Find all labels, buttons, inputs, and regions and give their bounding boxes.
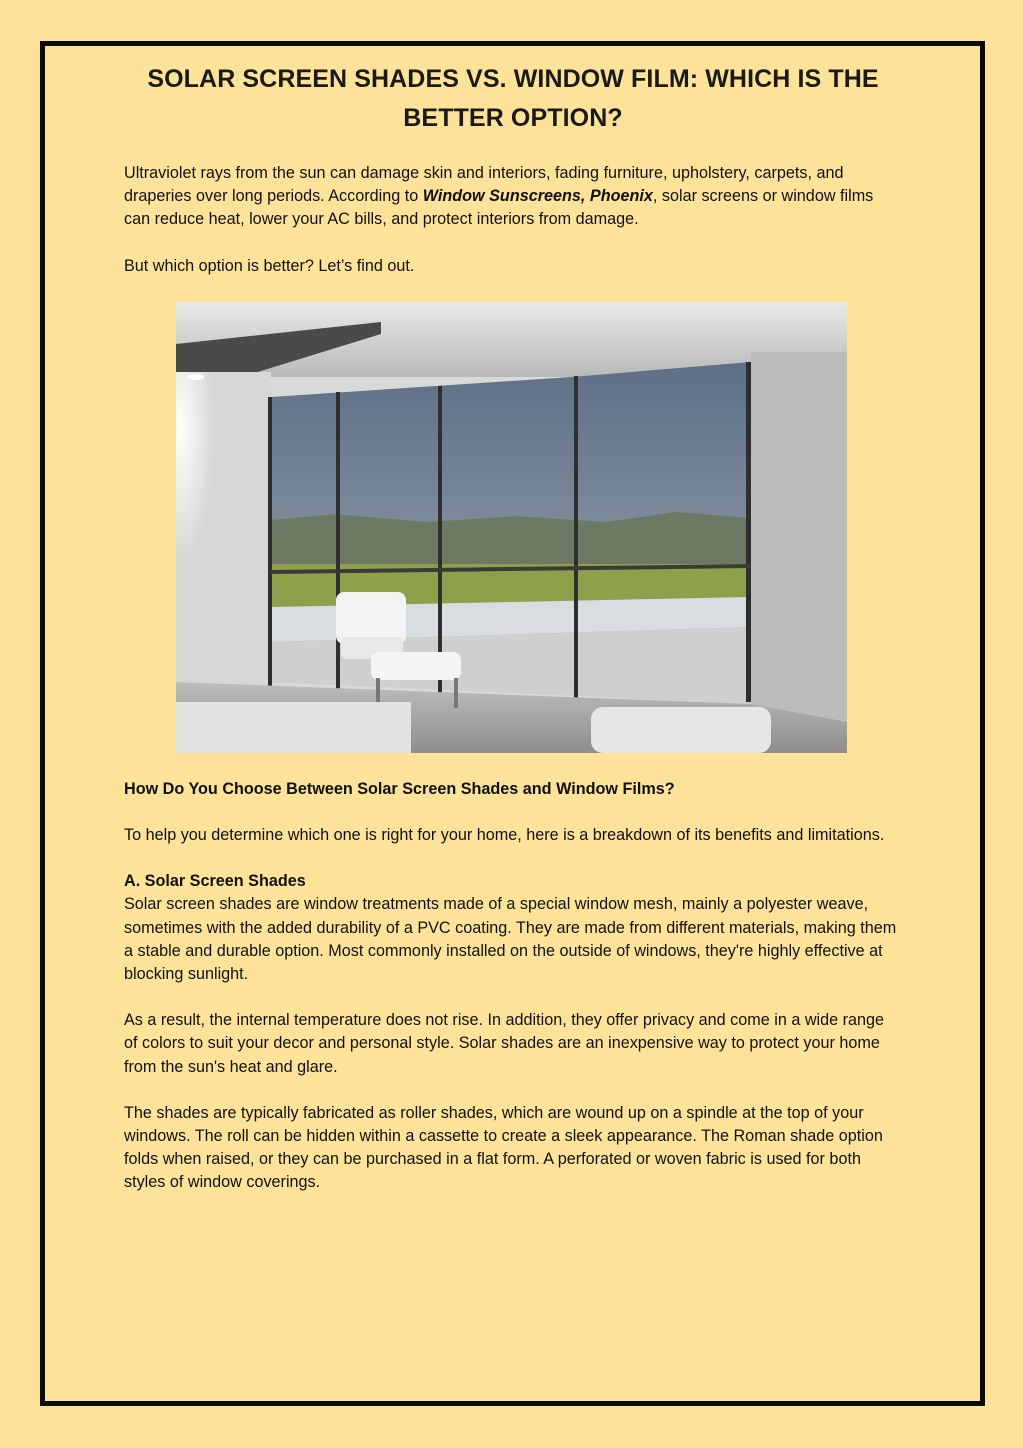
room-with-solar-shades-photo bbox=[176, 302, 847, 753]
body-paragraph-2: As a result, the internal temperature does not rise. In addition, they offer privacy and come in a wide range of colors to suit your decor and personal style. Solar shades are an inexpensive way to protect your home from the sun's heat and glare. bbox=[124, 1011, 885, 1076]
section-intro-paragraph: To help you determine which one is right for your home, here is a breakdown of its benefits and limitations. bbox=[124, 826, 885, 845]
intro-text-end: , solar screens or window films can reduce heat, lower your AC bills, and protect interiors from damage. bbox=[124, 187, 874, 229]
article-body bbox=[124, 60, 902, 1195]
question-paragraph: But which option is better? Let’s find out. bbox=[124, 256, 415, 275]
subsection-heading: A. Solar Screen Shades bbox=[124, 872, 306, 891]
body-paragraph-3: The shades are typically fabricated as roller shades, which are wound up on a spindle at the top of your windows. The roll can be hidden within a cassette to create a sleek appearance. The Roman shade option folds when raised, or they can be purchased in a flat form. A perforated or woven fabric is used for both styles of window coverings. bbox=[124, 1103, 883, 1192]
intro-paragraph bbox=[124, 162, 902, 232]
intro-text-start: Ultraviolet rays from the sun can damage skin and interiors, fading furniture, upholstery, carpets, and draperies over long periods. According to bbox=[124, 164, 844, 206]
window-sunscreens-link[interactable]: Window Sunscreens, Phoenix bbox=[422, 187, 653, 206]
section-heading: How Do You Choose Between Solar Screen Shades and Window Films? bbox=[124, 779, 675, 798]
body-paragraph-1: Solar screen shades are window treatments made of a special window mesh, mainly a polyester weave, sometimes with the added durability of a PVC coating. They are made from different materials, making them a stable and durable option. Most commonly installed on the outside of windows, they're highly effective at blocking sunlight. bbox=[124, 895, 897, 984]
page-title: SOLAR SCREEN SHADES VS. WINDOW FILM: WHICH IS THE BETTER OPTION? bbox=[147, 65, 879, 132]
